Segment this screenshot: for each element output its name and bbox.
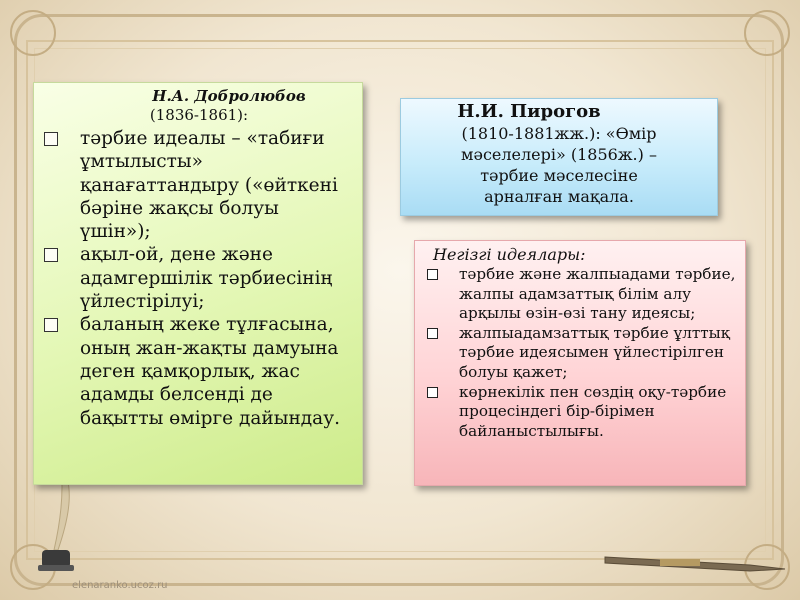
checkbox-bullet-icon xyxy=(44,132,58,146)
pirogov-name: Н.И. Пирогов xyxy=(457,101,601,122)
pirogov-box xyxy=(400,98,718,216)
square-bullet-icon xyxy=(427,328,438,339)
ornament-icon xyxy=(744,10,790,56)
square-bullet-icon xyxy=(427,269,438,280)
list-item: көрнекілік пен сөздің оқу-тәрбие процесіндегі бір-бірімен байланыстылығы. xyxy=(425,383,737,442)
dobrolyubov-box xyxy=(33,82,363,485)
checkbox-bullet-icon xyxy=(44,318,58,332)
pirogov-line-2: мәселелері» (1856ж.) – xyxy=(461,145,657,164)
pirogov-line-1: (1810-1881жж.): «Өмір xyxy=(461,124,657,143)
list-item: тәрбие идеалы – «табиғи ұмтылысты» қанағаттандыру («өйткені бәріне жақсы болуы үшін»); xyxy=(46,127,352,243)
checkbox-bullet-icon xyxy=(44,248,58,262)
pirogov-line-3: тәрбие мәселесіне xyxy=(480,166,638,185)
square-bullet-icon xyxy=(427,387,438,398)
ideas-box xyxy=(414,240,746,486)
ornament-icon xyxy=(10,10,56,56)
fountain-pen-icon xyxy=(600,535,790,585)
ideas-heading: Негізгі идеялары: xyxy=(433,245,586,264)
list-item: жалпыадамзаттық тәрбие ұлттық тәрбие идеясымен үйлестірілген болуы қажет; xyxy=(425,324,737,383)
pirogov-line-4: арналған мақала. xyxy=(484,187,634,206)
list-item: баланың жеке тұлғасына, оның жан-жақты дамуына деген қамқорлық, жас адамды белсенді де бақытты өмірге дайындау. xyxy=(46,313,352,429)
list-item: тәрбие және жалпыадами тәрбие, жалпы адамзаттық білім алу арқылы өзін-өзі тану идеясы; xyxy=(425,265,737,324)
dobrolyubov-years: (1836-1861): xyxy=(149,106,249,124)
watermark-text: elenaranko.ucoz.ru xyxy=(72,580,168,591)
list-item: ақыл-ой, дене және адамгершілік тәрбиесінің үйлестірілуі; xyxy=(46,243,352,313)
dobrolyubov-name: Н.А. Добролюбов xyxy=(152,87,306,105)
